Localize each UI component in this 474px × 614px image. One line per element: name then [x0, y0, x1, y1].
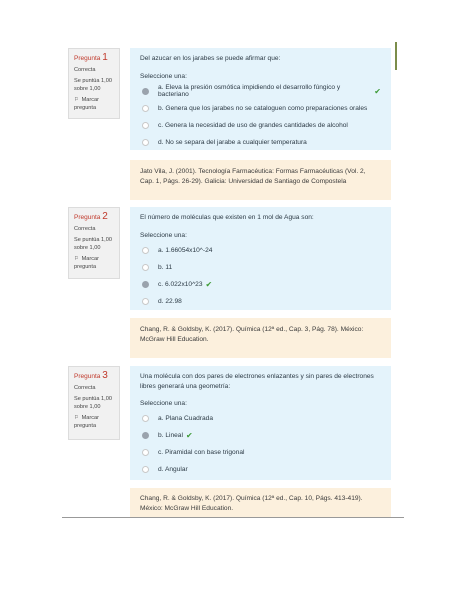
flag-question-link[interactable]: ⚐ Marcar pregunta: [74, 256, 99, 270]
feedback-text: Jato Vila, J. (2001). Tecnología Farmacéutica: Formas Farmacéuticas (Vol. 2, Cap. 1, Págs. 26-29). Galicia: Universidad de Santiago de Compostela: [140, 168, 366, 185]
radio-icon[interactable]: [142, 139, 149, 146]
flag-question-link[interactable]: ⚐ Marcar pregunta: [74, 97, 99, 111]
question-number-label: Pregunta 2: [74, 211, 108, 222]
radio-icon[interactable]: [142, 88, 149, 95]
question-info-1: [68, 48, 120, 119]
answer-prompt: Seleccione una:: [140, 231, 187, 239]
question-state: Correcta: [74, 225, 96, 232]
radio-icon[interactable]: [142, 432, 149, 439]
question-number-label: Pregunta 3: [74, 370, 108, 381]
flag-icon: ⚐: [74, 256, 80, 263]
question-state: Correcta: [74, 66, 96, 73]
radio-icon[interactable]: [142, 415, 149, 422]
question-box-3: [130, 366, 391, 480]
answer-option[interactable]: d. Angular: [140, 461, 381, 478]
check-icon: ✔: [205, 279, 213, 289]
page-divider: [62, 517, 404, 518]
radio-icon[interactable]: [142, 264, 149, 271]
answer-option[interactable]: d. No se separa del jarabe a cualquier temperatura: [140, 134, 381, 151]
radio-icon[interactable]: [142, 298, 149, 305]
question-text: El número de moléculas que existen en 1 mol de Agua son:: [140, 214, 314, 221]
radio-icon[interactable]: [142, 247, 149, 254]
answer-option[interactable]: a. Plana Cuadrada: [140, 410, 381, 427]
question-text: Del azucar en los jarabes se puede afirmar que:: [140, 55, 281, 62]
radio-icon[interactable]: [142, 281, 149, 288]
question-info-3: [68, 366, 120, 440]
check-icon: ✔: [374, 86, 381, 96]
question-number-label: Pregunta 1: [74, 52, 108, 63]
answer-option[interactable]: c. Piramidal con base trigonal: [140, 444, 381, 461]
answer-option[interactable]: b. 11: [140, 259, 381, 276]
answer-option[interactable]: c. Genera la necesidad de uso de grandes cantidades de alcohol: [140, 117, 381, 134]
radio-icon[interactable]: [142, 466, 149, 473]
answer-option[interactable]: b. Lineal ✔: [140, 427, 381, 444]
feedback-box-2: [130, 318, 391, 358]
answer-prompt: Seleccione una:: [140, 72, 187, 80]
answer-option[interactable]: c. 6.022x10^23 ✔: [140, 276, 381, 293]
answer-option[interactable]: b. Genera que los jarabes no se cataloguen como preparaciones orales: [140, 100, 381, 117]
answer-option[interactable]: a. 1.66054x10^-24: [140, 242, 381, 259]
answer-option[interactable]: a. Eleva la presión osmótica impidiendo el desarrollo fúngico y bacteriano ✔: [140, 83, 381, 100]
question-text: Una molécula con dos pares de electrones enlazantes y sin pares de electrones libres generará una geometría:: [140, 373, 374, 390]
check-icon: ✔: [185, 431, 193, 441]
question-grade: Se puntúa 1,00 sobre 1,00: [74, 78, 112, 92]
radio-icon[interactable]: [142, 449, 149, 456]
flag-icon: ⚐: [74, 415, 80, 422]
answer-option[interactable]: d. 22.98: [140, 293, 381, 310]
question-box-1: [130, 48, 391, 150]
feedback-text: Chang, R. & Goldsby, K. (2017). Química (12ª ed., Cap. 10, Págs. 413-419). México: McGraw Hill Education.: [140, 495, 363, 512]
feedback-box-3: [130, 488, 391, 517]
radio-icon[interactable]: [142, 105, 149, 112]
radio-icon[interactable]: [142, 122, 149, 129]
question-info-2: [68, 207, 120, 279]
question-state: Correcta: [74, 384, 96, 391]
question-grade: Se puntúa 1,00 sobre 1,00: [74, 396, 112, 410]
answer-prompt: Seleccione una:: [140, 400, 187, 408]
scrollbar[interactable]: [395, 42, 397, 70]
feedback-box-1: [130, 160, 391, 200]
flag-icon: ⚐: [74, 97, 80, 104]
flag-question-link[interactable]: ⚐ Marcar pregunta: [74, 415, 99, 429]
question-box-2: [130, 207, 391, 310]
question-grade: Se puntúa 1,00 sobre 1,00: [74, 237, 112, 251]
feedback-text: Chang, R. & Goldsby, K. (2017). Química (12ª ed., Cap. 3, Pág. 78). México: McGraw Hill Education.: [140, 326, 364, 343]
